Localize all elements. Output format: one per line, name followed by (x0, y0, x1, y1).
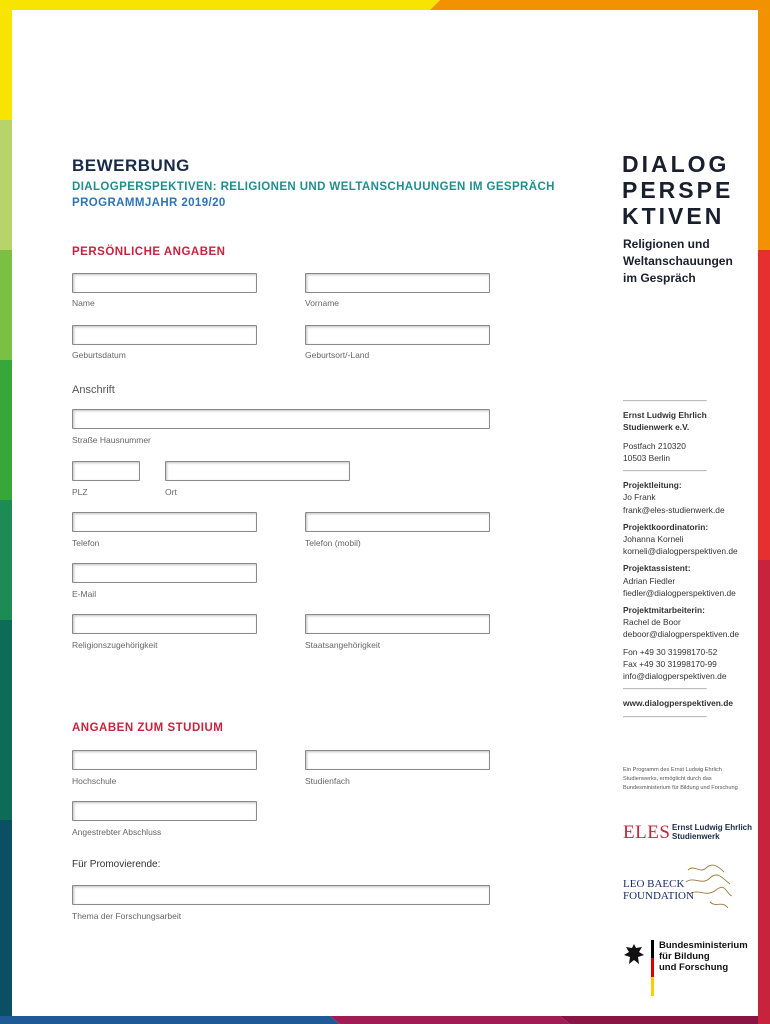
bmbf-line-2: für Bildung (659, 951, 710, 962)
geburtsort-field[interactable] (305, 325, 490, 345)
eles-name-1: Ernst Ludwig Ehrlich (672, 823, 753, 832)
brand-line-1: DIALOG (622, 151, 730, 177)
studienfach-label: Studienfach (305, 776, 350, 786)
contact3-name: Adrian Fiedler (623, 575, 676, 586)
separator: —————————— (623, 465, 707, 476)
funding-note-3: Bundesministerium für Bildung und Forschung (623, 785, 738, 791)
eagle-icon (623, 942, 645, 968)
separator: —————————— (623, 683, 707, 694)
fax: Fax +49 30 31998170-99 (623, 658, 717, 669)
contact4-name: Rachel de Boor (623, 617, 681, 628)
bmbf-line-1: Bundesministerium (659, 940, 748, 951)
contact2-role: Projektkoordinatorin: (623, 521, 709, 532)
staat-label: Staatsangehörigkeit (305, 640, 381, 650)
address-line-2: 10503 Berlin (623, 452, 671, 463)
leo-baeck-logo (623, 860, 748, 916)
thema-label: Thema der Forschungsarbeit (72, 911, 182, 921)
brand-sub-1: Religionen und (623, 237, 710, 251)
name-field[interactable] (72, 273, 257, 293)
telefon-field[interactable] (72, 512, 257, 532)
program-year: PROGRAMMJAHR 2019/20 (72, 197, 226, 209)
flag-bar (651, 940, 654, 996)
plz-label: PLZ (72, 487, 88, 497)
promo-label: Für Promovierende: (72, 859, 161, 870)
hochschule-field[interactable] (72, 750, 257, 770)
brand-line-2: PERSPE (622, 177, 734, 203)
contact1-name: Jo Frank (623, 492, 656, 503)
brand-line-3: KTIVEN (622, 203, 725, 229)
eles-wordmark: ELES (623, 822, 671, 843)
anschrift-label: Anschrift (72, 384, 115, 396)
vorname-field[interactable] (305, 273, 490, 293)
brand-sub-2: Weltanschauungen (623, 254, 733, 268)
contact1-role: Projektleitung: (623, 480, 682, 491)
abschluss-label: Angestrebter Abschluss (72, 827, 162, 837)
leo-baeck-line-1: LEO BAECK (623, 878, 685, 890)
form-title: BEWERBUNG (72, 156, 190, 175)
funding-note-1: Ein Programm des Ernst Ludwig Ehrlich (623, 767, 722, 773)
studienfach-field[interactable] (305, 750, 490, 770)
bmbf-logo (623, 940, 753, 996)
plz-field[interactable] (72, 461, 140, 481)
ort-label: Ort (165, 487, 177, 497)
contact3-role: Projektassistent: (623, 563, 691, 574)
brand-sub-3: im Gespräch (623, 271, 696, 285)
contact2-mail[interactable]: korneli@dialogperspektiven.de (623, 546, 738, 557)
geburtsdatum-field[interactable] (72, 325, 257, 345)
org-name-2: Studienwerk e.V. (623, 422, 690, 433)
name-label: Name (72, 298, 95, 308)
staat-field[interactable] (305, 614, 490, 634)
program-subtitle: DIALOGPERSPEKTIVEN: RELIGIONEN UND WELTANSCHAUUNGEN IM GESPRÄCH (72, 181, 555, 193)
contact4-mail[interactable]: deboor@dialogperspektiven.de (623, 629, 740, 640)
strasse-field[interactable] (72, 409, 490, 429)
website-link[interactable]: www.dialogperspektiven.de (623, 698, 733, 709)
religion-label: Religionszugehörigkeit (72, 640, 158, 650)
email-label: E-Mail (72, 589, 97, 599)
telefon-mobil-field[interactable] (305, 512, 490, 532)
eles-name-2: Studienwerk (672, 832, 720, 841)
bmbf-line-3: und Forschung (659, 962, 729, 973)
strasse-label: Straße Hausnummer (72, 435, 151, 445)
funding-note-2: Studienwerks, ermöglicht durch das (623, 776, 712, 782)
section-study-heading: ANGABEN ZUM STUDIUM (72, 722, 224, 734)
religion-field[interactable] (72, 614, 257, 634)
telefon-label: Telefon (72, 538, 100, 548)
eles-logo (623, 820, 753, 846)
contact4-role: Projektmitarbeiterin: (623, 605, 705, 616)
info-mail[interactable]: info@dialogperspektiven.de (623, 671, 727, 682)
contact3-mail[interactable]: fiedler@dialogperspektiven.de (623, 587, 736, 598)
geburtsdatum-label: Geburtsdatum (72, 350, 126, 360)
leo-baeck-line-2: FOUNDATION (623, 890, 694, 902)
email-field[interactable] (72, 563, 257, 583)
sidebar-contact (623, 394, 748, 722)
hochschule-label: Hochschule (72, 776, 117, 786)
funding-note (623, 766, 753, 793)
ort-field[interactable] (165, 461, 350, 481)
phone: Fon +49 30 31998170-52 (623, 646, 718, 657)
contact1-mail[interactable]: frank@eles-studienwerk.de (623, 504, 725, 515)
vorname-label: Vorname (305, 298, 340, 308)
telefon-mobil-label: Telefon (mobil) (305, 538, 361, 548)
address-line-1: Postfach 210320 (623, 440, 686, 451)
thema-field[interactable] (72, 885, 490, 905)
signature-image (680, 860, 740, 915)
contact2-name: Johanna Korneli (623, 534, 684, 545)
geburtsort-label: Geburtsort/-Land (305, 350, 370, 360)
section-personal-heading: PERSÖNLICHE ANGABEN (72, 246, 226, 258)
org-name-1: Ernst Ludwig Ehrlich (623, 410, 707, 421)
abschluss-field[interactable] (72, 801, 257, 821)
separator: —————————— (623, 395, 707, 405)
separator: —————————— (623, 710, 707, 721)
